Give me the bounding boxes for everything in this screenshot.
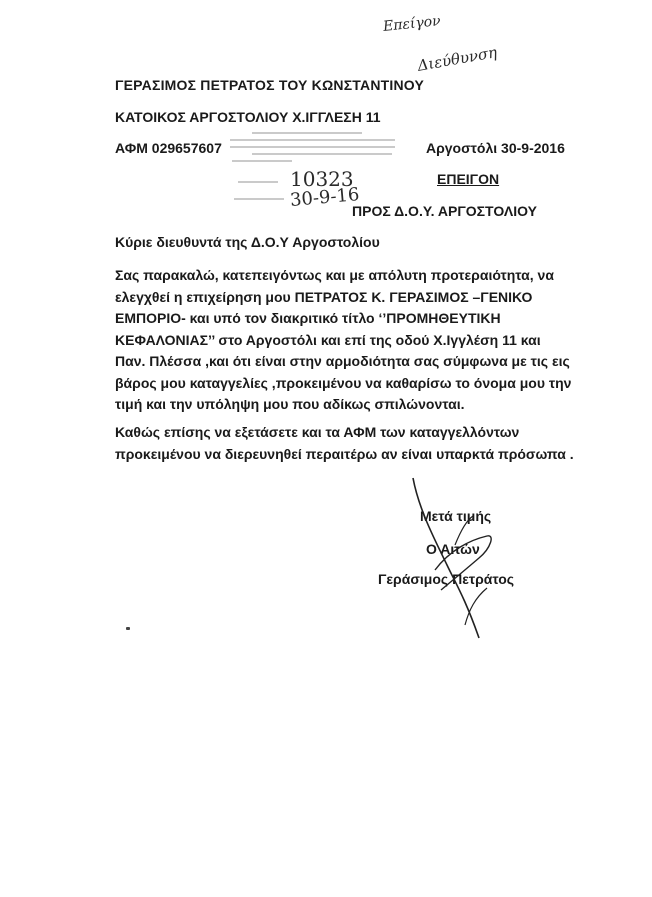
handwritten-note-department: Διεύθυνση bbox=[416, 43, 499, 75]
protocol-stamp-lines bbox=[232, 172, 292, 206]
signature bbox=[395, 470, 515, 645]
paragraph-line: βάρος μου καταγγελίες ,προκειμένου να καθαρίσω το όνομα μου την bbox=[115, 374, 572, 391]
paragraph-line: προκειμένου να διερευνηθεί περαιτέρω αν είναι υπαρκτά πρόσωπα . bbox=[115, 445, 574, 462]
received-stamp bbox=[222, 130, 398, 168]
protocol-date: 30-9-16 bbox=[289, 184, 361, 211]
paragraph-line: ΕΜΠΟΡΙΟ- και υπό τον διακριτικό τίτλο ‘’ΠΡΟΜΗΘΕΥΤΙΚΗ bbox=[115, 310, 501, 326]
paragraph-afm-request bbox=[115, 422, 574, 465]
closing-role: Ο Αιτών bbox=[426, 541, 480, 557]
paragraph-line: Σας παρακαλώ, κατεπειγόντως και με απόλυτη προτεραιότητα, να bbox=[115, 267, 554, 283]
paragraph-main bbox=[115, 265, 571, 416]
salutation: Κύριε διευθυντά της Δ.Ο.Υ Αργοστολίου bbox=[115, 234, 380, 250]
sender-name: ΓΕΡΑΣΙΜΟΣ ΠΕΤΡΑΤΟΣ ΤΟΥ ΚΩΝΣΤΑΝΤΙΝΟΥ bbox=[115, 77, 425, 93]
paragraph-line: ελεγχθεί η επιχείρηση μου ΠΕΤΡΑΤΟΣ Κ. ΓΕΡΑΣΙΜΟΣ –ΓΕΝΙΚΟ bbox=[115, 288, 533, 305]
stamp-lines bbox=[222, 130, 398, 168]
paragraph-line: Καθώς επίσης να εξετάσετε και τα ΑΦΜ των καταγγελλόντων bbox=[115, 424, 520, 440]
paragraph-line: ΚΕΦΑΛΟΝΙΑΣ’’ στο Αργοστόλι και επί της οδού Χ.Ιγγλέση 11 και bbox=[115, 331, 541, 348]
paragraph-line: Παν. Πλέσσα ,και ότι είναι στην αρμοδιότητα σας σύμφωνα με τις εις bbox=[115, 353, 570, 369]
protocol-number: 10323 bbox=[290, 167, 354, 191]
recipient: ΠΡΟΣ Δ.Ο.Υ. ΑΡΓΟΣΤΟΛΙΟΥ bbox=[352, 203, 537, 219]
paragraph-line: τιμή και την υπόληψη μου που αδίκως σπιλώνονται. bbox=[115, 396, 465, 412]
handwritten-note-urgent: Επείγον bbox=[382, 13, 442, 35]
stray-mark bbox=[126, 627, 130, 630]
sender-afm: ΑΦΜ 029657607 bbox=[115, 140, 222, 156]
urgent-label: ΕΠΕΙΓΟΝ bbox=[437, 171, 500, 187]
letter-date: Αργοστόλι 30-9-2016 bbox=[426, 140, 565, 156]
closing-regards: Μετά τιμής bbox=[420, 508, 492, 524]
sender-address: ΚΑΤΟΙΚΟΣ ΑΡΓΟΣΤΟΛΙΟΥ Χ.ΙΓΓΛΕΣΗ 11 bbox=[115, 109, 381, 125]
closing-signer: Γεράσιμος Πετράτος bbox=[378, 571, 515, 587]
